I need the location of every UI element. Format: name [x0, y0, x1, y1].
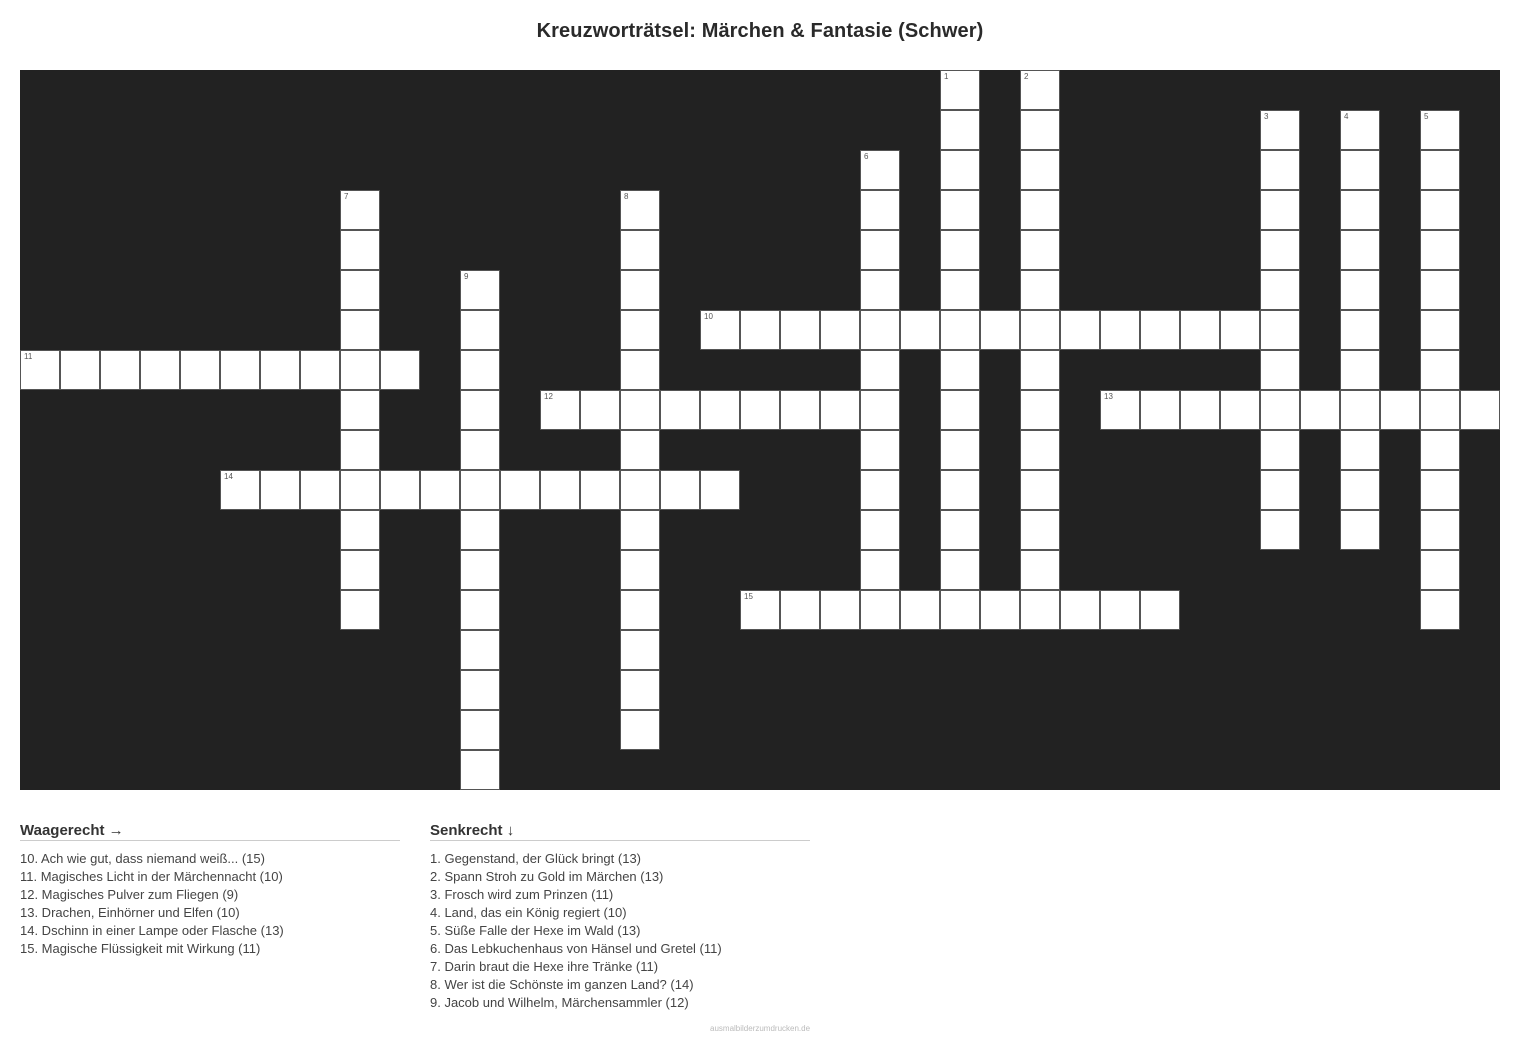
grid-cell[interactable] — [620, 470, 660, 510]
grid-cell[interactable] — [1180, 310, 1220, 350]
grid-cell[interactable] — [1020, 230, 1060, 270]
grid-cell[interactable] — [780, 310, 820, 350]
grid-cell[interactable] — [780, 590, 820, 630]
grid-cell[interactable] — [1020, 270, 1060, 310]
clue-number: 1 — [944, 72, 949, 81]
grid-cell[interactable] — [1420, 190, 1460, 230]
clue-number: 6 — [864, 152, 869, 161]
clue-item: 9. Jacob und Wilhelm, Märchensammler (12) — [430, 995, 689, 1010]
grid-cell[interactable] — [1340, 190, 1380, 230]
grid-cell[interactable] — [1220, 390, 1260, 430]
grid-cell[interactable] — [940, 110, 980, 150]
grid-cell[interactable] — [940, 190, 980, 230]
grid-cell[interactable] — [1420, 550, 1460, 590]
clue-number: 12 — [544, 392, 553, 401]
grid-cell[interactable] — [620, 350, 660, 390]
grid-cell[interactable] — [860, 350, 900, 390]
grid-cell[interactable] — [1340, 390, 1380, 430]
grid-cell[interactable] — [1260, 270, 1300, 310]
grid-cell[interactable] — [340, 270, 380, 310]
grid-cell[interactable] — [1420, 350, 1460, 390]
grid-cell[interactable] — [740, 590, 780, 630]
grid-cell[interactable] — [340, 230, 380, 270]
grid-cell[interactable] — [340, 430, 380, 470]
clue-number: 13 — [1104, 392, 1113, 401]
grid-cell[interactable] — [1340, 310, 1380, 350]
grid-cell[interactable] — [1300, 390, 1340, 430]
grid-cell[interactable] — [340, 350, 380, 390]
grid-cell[interactable] — [620, 270, 660, 310]
clue-number: 4 — [1344, 112, 1349, 121]
grid-cell[interactable] — [620, 510, 660, 550]
grid-cell[interactable] — [820, 390, 860, 430]
clue-number: 10 — [704, 312, 713, 321]
grid-cell[interactable] — [940, 70, 980, 110]
clue-number: 9 — [464, 272, 469, 281]
grid-cell[interactable] — [860, 510, 900, 550]
grid-cell[interactable] — [620, 390, 660, 430]
clue-number: 5 — [1424, 112, 1429, 121]
clue-item: 4. Land, das ein König regiert (10) — [430, 905, 627, 920]
grid-cell[interactable] — [260, 470, 300, 510]
clue-item: 1. Gegenstand, der Glück bringt (13) — [430, 851, 642, 866]
grid-cell[interactable] — [1100, 310, 1140, 350]
grid-cell[interactable] — [660, 390, 700, 430]
grid-cell[interactable] — [1100, 390, 1140, 430]
grid-cell[interactable] — [620, 430, 660, 470]
grid-cell[interactable] — [860, 190, 900, 230]
grid-cell[interactable] — [460, 750, 500, 790]
grid-cell[interactable] — [1260, 110, 1300, 150]
clue-item: 10. Ach wie gut, dass niemand weiß... (15) — [20, 851, 265, 866]
grid-cell[interactable] — [860, 150, 900, 190]
footer-credit: ausmalbilderzumdrucken.de — [710, 1024, 811, 1033]
grid-cell[interactable] — [340, 590, 380, 630]
grid-cell[interactable] — [940, 430, 980, 470]
grid-cell[interactable] — [340, 390, 380, 430]
clue-item: 5. Süße Falle der Hexe im Wald (13) — [430, 923, 641, 938]
grid-cell[interactable] — [100, 350, 140, 390]
grid-cell[interactable] — [460, 270, 500, 310]
grid-cell[interactable] — [540, 390, 580, 430]
grid-cell[interactable] — [460, 510, 500, 550]
grid-cell[interactable] — [620, 710, 660, 750]
grid-cell[interactable] — [1020, 470, 1060, 510]
grid-cell[interactable] — [860, 230, 900, 270]
clue-item: 6. Das Lebkuchenhaus von Hänsel und Gretel (11) — [430, 941, 722, 956]
grid-cell[interactable] — [1260, 470, 1300, 510]
grid-cell[interactable] — [460, 630, 500, 670]
grid-cell[interactable] — [940, 230, 980, 270]
across-clues-section — [20, 822, 400, 958]
grid-cell[interactable] — [140, 350, 180, 390]
grid-cell[interactable] — [700, 390, 740, 430]
grid-cell[interactable] — [1020, 590, 1060, 630]
grid-cell[interactable] — [460, 390, 500, 430]
grid-cell[interactable] — [1420, 110, 1460, 150]
clue-number: 3 — [1264, 112, 1269, 121]
clue-number: 15 — [744, 592, 753, 601]
grid-cell[interactable] — [660, 470, 700, 510]
grid-cell[interactable] — [1260, 350, 1300, 390]
grid-cell[interactable] — [1420, 150, 1460, 190]
grid-cell[interactable] — [980, 310, 1020, 350]
grid-cell[interactable] — [620, 230, 660, 270]
clue-item: 2. Spann Stroh zu Gold im Märchen (13) — [430, 869, 664, 884]
grid-cell[interactable] — [460, 590, 500, 630]
clue-item: 11. Magisches Licht in der Märchennacht (10) — [20, 869, 283, 884]
grid-cell[interactable] — [620, 190, 660, 230]
grid-cell[interactable] — [860, 390, 900, 430]
grid-cell[interactable] — [1340, 230, 1380, 270]
grid-cell[interactable] — [1420, 390, 1460, 430]
clue-number: 8 — [624, 192, 629, 201]
grid-cell[interactable] — [1260, 510, 1300, 550]
grid-cell[interactable] — [1420, 470, 1460, 510]
grid-cell[interactable] — [460, 670, 500, 710]
grid-cell[interactable] — [860, 430, 900, 470]
grid-cell[interactable] — [740, 310, 780, 350]
grid-cell[interactable] — [940, 590, 980, 630]
grid-cell[interactable] — [380, 350, 420, 390]
grid-cell[interactable] — [1140, 390, 1180, 430]
grid-cell[interactable] — [300, 350, 340, 390]
across-clue-list — [20, 850, 400, 958]
grid-cell[interactable] — [820, 590, 860, 630]
grid-cell[interactable] — [940, 150, 980, 190]
grid-cell[interactable] — [1460, 390, 1500, 430]
grid-cell[interactable] — [740, 390, 780, 430]
grid-cell[interactable] — [460, 430, 500, 470]
clue-number: 11 — [24, 352, 33, 361]
grid-cell[interactable] — [220, 350, 260, 390]
grid-cell[interactable] — [580, 470, 620, 510]
grid-cell[interactable] — [1020, 110, 1060, 150]
grid-cell[interactable] — [460, 350, 500, 390]
grid-cell[interactable] — [460, 550, 500, 590]
grid-cell[interactable] — [1340, 350, 1380, 390]
grid-cell[interactable] — [860, 310, 900, 350]
grid-cell[interactable] — [620, 670, 660, 710]
grid-cell[interactable] — [940, 550, 980, 590]
grid-cell[interactable] — [340, 550, 380, 590]
grid-cell[interactable] — [940, 470, 980, 510]
grid-cell[interactable] — [900, 590, 940, 630]
grid-cell[interactable] — [180, 350, 220, 390]
grid-cell[interactable] — [1020, 310, 1060, 350]
clue-item: 12. Magisches Pulver zum Fliegen (9) — [20, 887, 239, 902]
grid-cell[interactable] — [420, 470, 460, 510]
grid-cell[interactable] — [1420, 510, 1460, 550]
grid-cell[interactable] — [940, 390, 980, 430]
grid-cell[interactable] — [1020, 70, 1060, 110]
down-heading: Senkrecht ↓ — [430, 822, 810, 841]
grid-cell[interactable] — [1380, 390, 1420, 430]
grid-cell[interactable] — [940, 270, 980, 310]
grid-cell[interactable] — [340, 310, 380, 350]
grid-cell[interactable] — [340, 470, 380, 510]
grid-cell[interactable] — [1420, 310, 1460, 350]
grid-cell[interactable] — [820, 310, 860, 350]
grid-cell[interactable] — [900, 310, 940, 350]
grid-cell[interactable] — [1020, 150, 1060, 190]
grid-cell[interactable] — [1340, 150, 1380, 190]
grid-cell[interactable] — [460, 710, 500, 750]
grid-cell[interactable] — [940, 350, 980, 390]
grid-cell[interactable] — [1020, 510, 1060, 550]
clue-item: 7. Darin braut die Hexe ihre Tränke (11) — [430, 959, 659, 974]
clue-number: 14 — [224, 472, 233, 481]
grid-cell[interactable] — [340, 510, 380, 550]
grid-cell[interactable] — [1340, 470, 1380, 510]
grid-cell[interactable] — [1260, 430, 1300, 470]
down-clues-section — [430, 822, 810, 1012]
page-title: Kreuzworträtsel: Märchen & Fantasie (Schwer) — [536, 20, 984, 42]
grid-cell[interactable] — [940, 510, 980, 550]
clue-item: 13. Drachen, Einhörner und Elfen (10) — [20, 905, 240, 920]
grid-cell[interactable] — [1020, 550, 1060, 590]
down-clue-list — [430, 850, 810, 1012]
grid-cell[interactable] — [980, 590, 1020, 630]
grid-cell[interactable] — [620, 590, 660, 630]
grid-cell[interactable] — [300, 470, 340, 510]
grid-cell[interactable] — [620, 310, 660, 350]
grid-cell[interactable] — [1260, 190, 1300, 230]
grid-cell[interactable] — [340, 190, 380, 230]
grid-cell[interactable] — [60, 350, 100, 390]
grid-cell[interactable] — [220, 470, 260, 510]
grid-cell[interactable] — [1100, 590, 1140, 630]
grid-cell[interactable] — [1060, 310, 1100, 350]
clue-item: 15. Magische Flüssigkeit mit Wirkung (11) — [20, 941, 261, 956]
grid-cell[interactable] — [460, 310, 500, 350]
grid-cell[interactable] — [1020, 190, 1060, 230]
grid-cell[interactable] — [860, 590, 900, 630]
crossword-grid — [20, 70, 1500, 790]
grid-cell[interactable] — [940, 310, 980, 350]
grid-cell[interactable] — [1260, 390, 1300, 430]
grid-cell[interactable] — [780, 390, 820, 430]
grid-cell[interactable] — [1260, 150, 1300, 190]
across-heading: Waagerecht → — [20, 822, 400, 841]
grid-cell[interactable] — [700, 470, 740, 510]
grid-cell[interactable] — [1140, 310, 1180, 350]
grid-cell[interactable] — [540, 470, 580, 510]
grid-cell[interactable] — [1420, 270, 1460, 310]
grid-cell[interactable] — [500, 470, 540, 510]
clue-item: 14. Dschinn in einer Lampe oder Flasche (13) — [20, 923, 284, 938]
grid-cell[interactable] — [260, 350, 300, 390]
grid-cell[interactable] — [1420, 590, 1460, 630]
grid-cell[interactable] — [860, 470, 900, 510]
grid-cell[interactable] — [700, 310, 740, 350]
grid-cell[interactable] — [1340, 270, 1380, 310]
grid-cell[interactable] — [1140, 590, 1180, 630]
grid-cell[interactable] — [1060, 590, 1100, 630]
grid-cell[interactable] — [1180, 390, 1220, 430]
grid-cell[interactable] — [20, 350, 60, 390]
grid-cell[interactable] — [1420, 430, 1460, 470]
clue-number: 2 — [1024, 72, 1029, 81]
clue-item: 3. Frosch wird zum Prinzen (11) — [430, 887, 614, 902]
grid-cell[interactable] — [860, 270, 900, 310]
grid-cell[interactable] — [1340, 510, 1380, 550]
grid-cell[interactable] — [460, 470, 500, 510]
grid-cell[interactable] — [620, 550, 660, 590]
grid-cell[interactable] — [1020, 430, 1060, 470]
grid-cell[interactable] — [1340, 110, 1380, 150]
grid-cell[interactable] — [1260, 310, 1300, 350]
grid-cell[interactable] — [1340, 430, 1380, 470]
clue-item: 8. Wer ist die Schönste im ganzen Land? (14) — [430, 977, 694, 992]
grid-cell[interactable] — [1220, 310, 1260, 350]
grid-cell[interactable] — [1420, 230, 1460, 270]
clue-number: 7 — [344, 192, 349, 201]
grid-cell[interactable] — [860, 550, 900, 590]
grid-cell[interactable] — [580, 390, 620, 430]
grid-cell[interactable] — [380, 470, 420, 510]
grid-cell[interactable] — [1020, 350, 1060, 390]
grid-cell[interactable] — [1260, 230, 1300, 270]
grid-cell[interactable] — [1020, 390, 1060, 430]
grid-cell[interactable] — [620, 630, 660, 670]
